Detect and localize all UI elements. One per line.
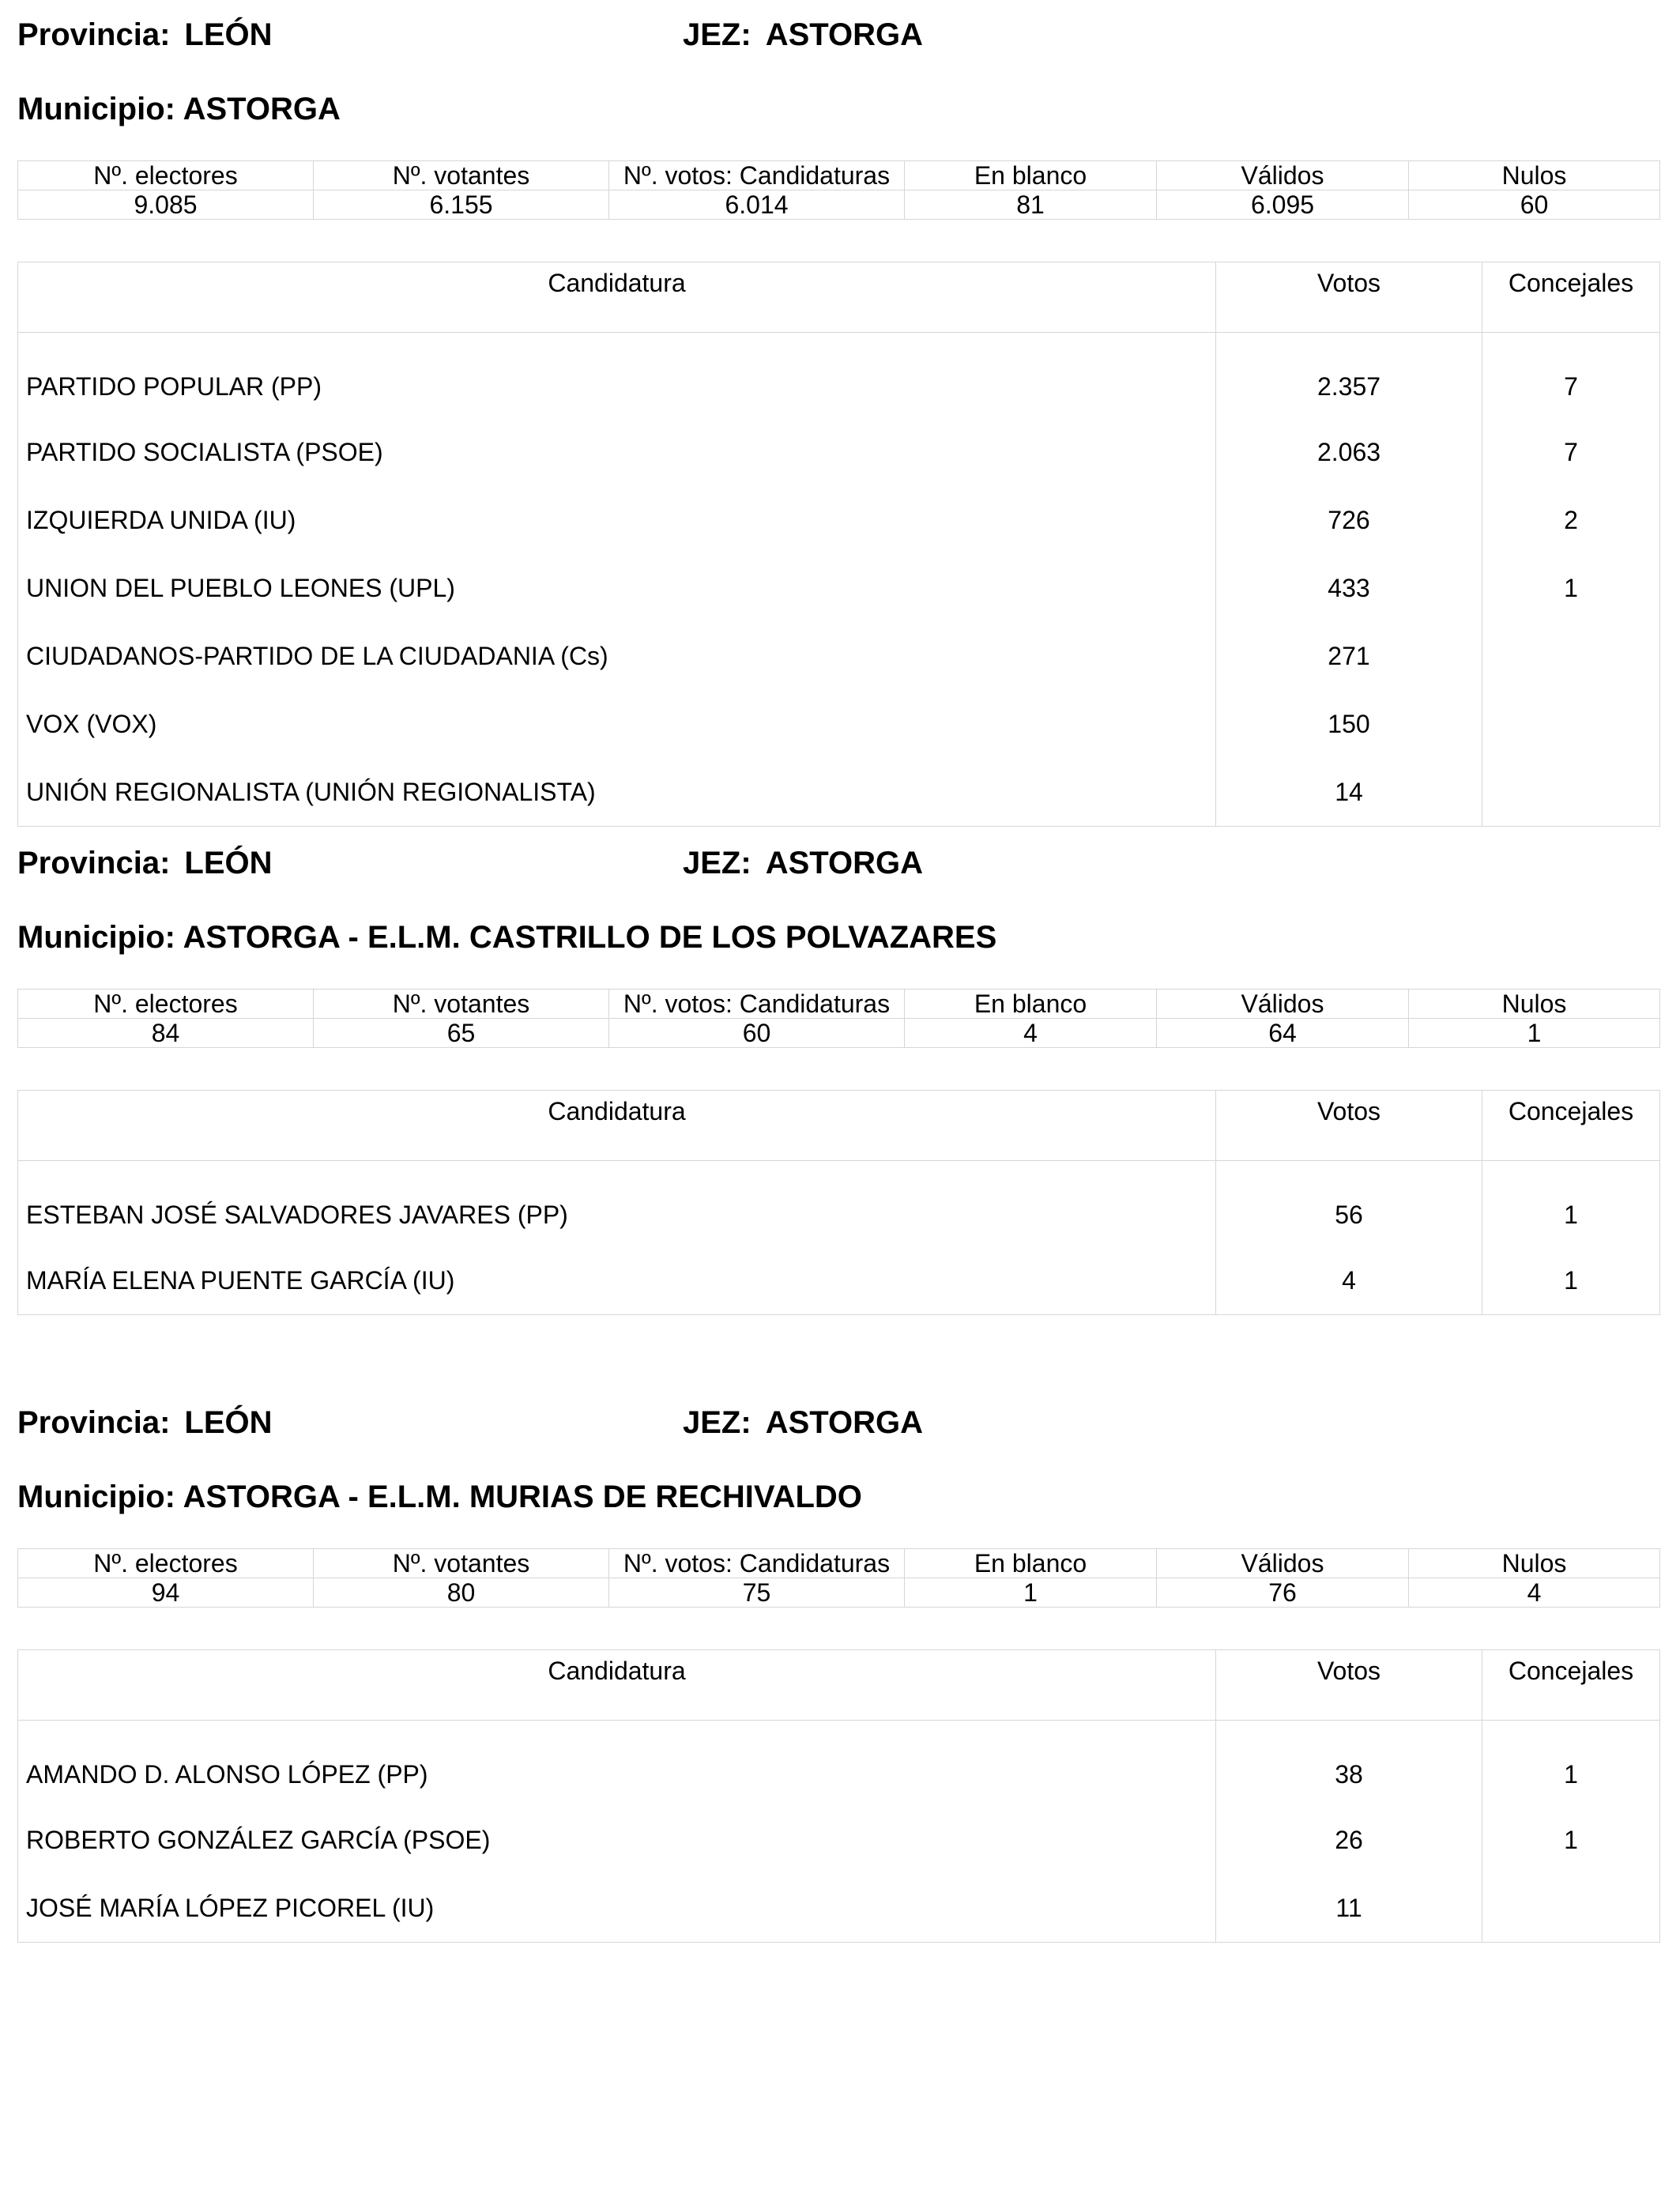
summary-header-row	[18, 1549, 1660, 1578]
summary-header-row	[18, 161, 1660, 190]
electores-value: 9.085	[18, 190, 314, 220]
jez-value: ASTORGA	[765, 17, 923, 52]
votos-candidaturas-value: 60	[609, 1019, 905, 1048]
col-concejales: Concejales	[1482, 1091, 1660, 1161]
col-candidatura: Candidatura	[18, 262, 1216, 333]
nulos-value: 1	[1409, 1019, 1660, 1048]
jez-value: ASTORGA	[765, 846, 923, 880]
en-blanco-value: 4	[905, 1019, 1157, 1048]
provincia-value: LEÓN	[184, 17, 273, 52]
provincia-label: Provincia:	[17, 17, 171, 52]
col-en-blanco: En blanco	[905, 161, 1157, 190]
col-validos: Válidos	[1157, 1549, 1409, 1578]
concejales-value	[1482, 690, 1660, 758]
table-row	[18, 486, 1660, 554]
col-electores: Nº. electores	[18, 1549, 314, 1578]
results-header-row	[18, 1091, 1660, 1161]
municipio-heading	[17, 1478, 862, 1516]
votos-value: 271	[1216, 622, 1482, 690]
col-validos: Válidos	[1157, 161, 1409, 190]
votos-value: 726	[1216, 486, 1482, 554]
concejales-value: 1	[1482, 554, 1660, 622]
votos-candidaturas-value: 6.014	[609, 190, 905, 220]
col-votantes: Nº. votantes	[314, 990, 609, 1019]
validos-value: 64	[1157, 1019, 1409, 1048]
municipio-heading	[17, 90, 341, 128]
results-table	[17, 1649, 1660, 1943]
candidatura-name: UNIÓN REGIONALISTA (UNIÓN REGIONALISTA)	[26, 777, 596, 806]
votantes-value: 80	[314, 1578, 609, 1608]
results-table	[17, 262, 1660, 827]
col-concejales: Concejales	[1482, 262, 1660, 333]
col-votantes: Nº. votantes	[314, 1549, 609, 1578]
results-header-row	[18, 1650, 1660, 1721]
summary-table	[17, 160, 1660, 220]
jez-heading	[683, 1404, 923, 1442]
col-votos: Votos	[1216, 1650, 1482, 1721]
col-nulos: Nulos	[1409, 1549, 1660, 1578]
candidatura-name: PARTIDO SOCIALISTA (PSOE)	[26, 437, 383, 466]
concejales-value: 1	[1482, 1246, 1660, 1315]
summary-header-row	[18, 990, 1660, 1019]
table-row	[18, 554, 1660, 622]
table-row	[18, 1806, 1660, 1874]
votos-value: 56	[1216, 1161, 1482, 1247]
candidatura-name: UNION DEL PUEBLO LEONES (UPL)	[26, 573, 455, 602]
results-table	[17, 1090, 1660, 1315]
votos-candidaturas-value: 75	[609, 1578, 905, 1608]
candidatura-name: ESTEBAN JOSÉ SALVADORES JAVARES (PP)	[26, 1200, 568, 1229]
validos-value: 6.095	[1157, 190, 1409, 220]
jez-label: JEZ:	[683, 1405, 751, 1440]
summary-values-row	[18, 190, 1660, 220]
provincia-label: Provincia:	[17, 846, 171, 880]
col-nulos: Nulos	[1409, 990, 1660, 1019]
col-votos: Votos	[1216, 1091, 1482, 1161]
summary-values-row	[18, 1019, 1660, 1048]
votos-value: 2.357	[1216, 333, 1482, 419]
candidatura-name: AMANDO D. ALONSO LÓPEZ (PP)	[26, 1759, 428, 1789]
municipio-value: ASTORGA	[183, 92, 341, 126]
candidatura-name: JOSÉ MARÍA LÓPEZ PICOREL (IU)	[26, 1893, 435, 1922]
votos-value: 26	[1216, 1806, 1482, 1874]
col-electores: Nº. electores	[18, 990, 314, 1019]
table-row	[18, 758, 1660, 827]
jez-heading	[683, 844, 923, 882]
col-nulos: Nulos	[1409, 161, 1660, 190]
provincia-value: LEÓN	[184, 846, 273, 880]
votos-value: 14	[1216, 758, 1482, 827]
table-row	[18, 1161, 1660, 1247]
en-blanco-value: 1	[905, 1578, 1157, 1608]
concejales-value	[1482, 622, 1660, 690]
provincia-heading	[17, 16, 273, 54]
jez-label: JEZ:	[683, 17, 751, 52]
nulos-value: 60	[1409, 190, 1660, 220]
summary-values-row	[18, 1578, 1660, 1608]
municipio-value: ASTORGA - E.L.M. CASTRILLO DE LOS POLVAZARES	[183, 920, 997, 955]
municipio-value: ASTORGA - E.L.M. MURIAS DE RECHIVALDO	[183, 1480, 862, 1514]
municipio-label: Municipio:	[17, 92, 175, 126]
concejales-value	[1482, 1874, 1660, 1943]
table-row	[18, 622, 1660, 690]
votos-value: 433	[1216, 554, 1482, 622]
nulos-value: 4	[1409, 1578, 1660, 1608]
table-row	[18, 418, 1660, 486]
summary-table	[17, 989, 1660, 1048]
votantes-value: 6.155	[314, 190, 609, 220]
municipio-label: Municipio:	[17, 1480, 175, 1514]
results-header-row	[18, 262, 1660, 333]
validos-value: 76	[1157, 1578, 1409, 1608]
candidatura-name: VOX (VOX)	[26, 709, 157, 738]
col-votos: Votos	[1216, 262, 1482, 333]
concejales-value: 1	[1482, 1806, 1660, 1874]
jez-value: ASTORGA	[765, 1405, 923, 1440]
candidatura-name: IZQUIERDA UNIDA (IU)	[26, 505, 296, 534]
provincia-heading	[17, 1404, 273, 1442]
col-validos: Válidos	[1157, 990, 1409, 1019]
col-votos-candidaturas: Nº. votos: Candidaturas	[609, 161, 905, 190]
table-row	[18, 333, 1660, 419]
municipio-label: Municipio:	[17, 920, 175, 955]
jez-label: JEZ:	[683, 846, 751, 880]
provincia-value: LEÓN	[184, 1405, 273, 1440]
electores-value: 84	[18, 1019, 314, 1048]
votos-value: 38	[1216, 1721, 1482, 1807]
col-votos-candidaturas: Nº. votos: Candidaturas	[609, 1549, 905, 1578]
municipio-heading	[17, 918, 996, 956]
votos-value: 11	[1216, 1874, 1482, 1943]
provincia-heading	[17, 844, 273, 882]
concejales-value: 2	[1482, 486, 1660, 554]
en-blanco-value: 81	[905, 190, 1157, 220]
candidatura-name: ROBERTO GONZÁLEZ GARCÍA (PSOE)	[26, 1825, 491, 1854]
summary-table	[17, 1548, 1660, 1608]
col-en-blanco: En blanco	[905, 990, 1157, 1019]
col-votantes: Nº. votantes	[314, 161, 609, 190]
table-row	[18, 690, 1660, 758]
col-votos-candidaturas: Nº. votos: Candidaturas	[609, 990, 905, 1019]
concejales-value	[1482, 758, 1660, 827]
table-row	[18, 1246, 1660, 1315]
votos-value: 4	[1216, 1246, 1482, 1315]
electores-value: 94	[18, 1578, 314, 1608]
col-candidatura: Candidatura	[18, 1650, 1216, 1721]
col-concejales: Concejales	[1482, 1650, 1660, 1721]
candidatura-name: MARÍA ELENA PUENTE GARCÍA (IU)	[26, 1265, 455, 1295]
col-en-blanco: En blanco	[905, 1549, 1157, 1578]
concejales-value: 7	[1482, 333, 1660, 419]
concejales-value: 7	[1482, 418, 1660, 486]
table-row	[18, 1721, 1660, 1807]
candidatura-name: CIUDADANOS-PARTIDO DE LA CIUDADANIA (Cs)	[26, 641, 608, 670]
jez-heading	[683, 16, 923, 54]
col-candidatura: Candidatura	[18, 1091, 1216, 1161]
concejales-value: 1	[1482, 1161, 1660, 1247]
votos-value: 150	[1216, 690, 1482, 758]
col-electores: Nº. electores	[18, 161, 314, 190]
votantes-value: 65	[314, 1019, 609, 1048]
candidatura-name: PARTIDO POPULAR (PP)	[26, 371, 322, 401]
provincia-label: Provincia:	[17, 1405, 171, 1440]
votos-value: 2.063	[1216, 418, 1482, 486]
concejales-value: 1	[1482, 1721, 1660, 1807]
table-row	[18, 1874, 1660, 1943]
